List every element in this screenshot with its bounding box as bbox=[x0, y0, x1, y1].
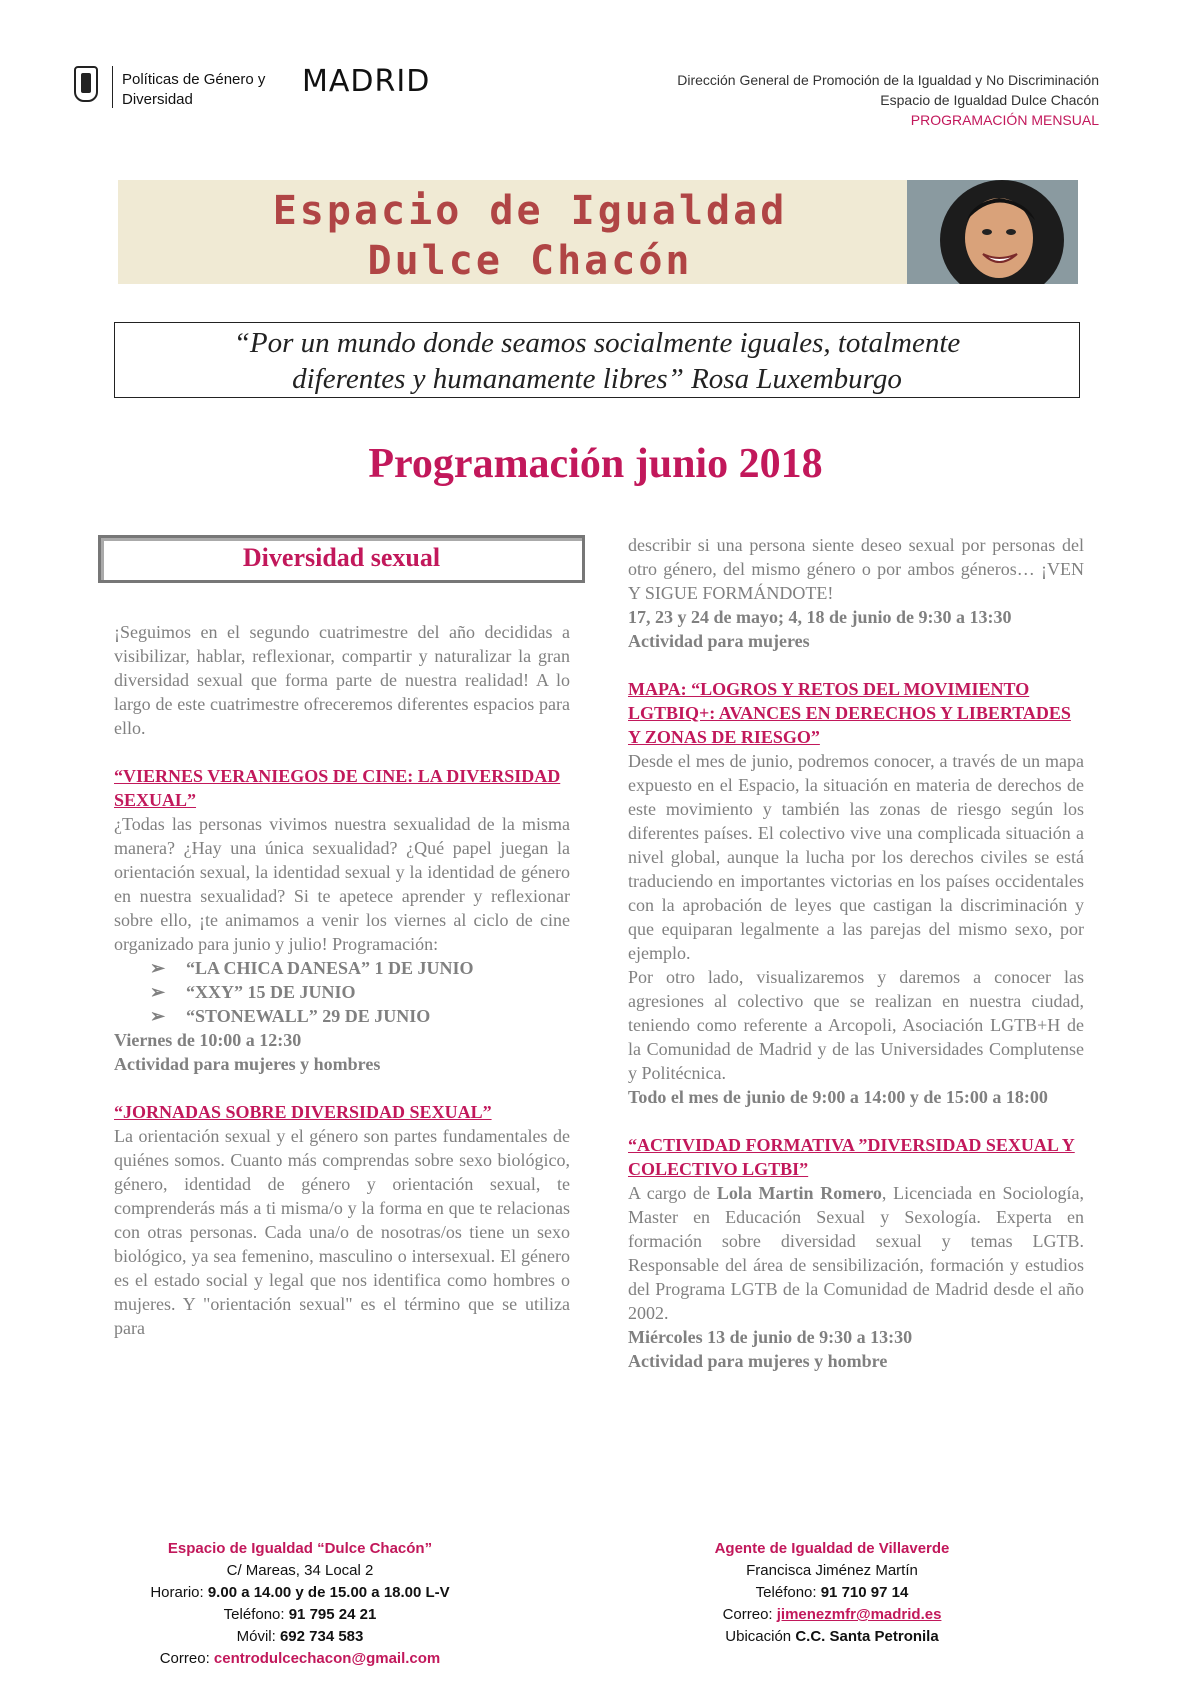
section-title: Diversidad sexual bbox=[98, 535, 585, 583]
footer-left bbox=[110, 1538, 490, 1670]
footer-right bbox=[672, 1538, 992, 1648]
arrow-bullet-icon: ➢ bbox=[150, 958, 166, 978]
film-item bbox=[150, 980, 570, 1004]
film-item bbox=[150, 1004, 570, 1028]
footer-left-hours bbox=[110, 1582, 490, 1604]
quote-line2: diferentes y humanamente libres” Rosa Luxemburgo bbox=[292, 363, 902, 395]
film-label: “LA CHICA DANESA” 1 DE JUNIO bbox=[186, 958, 474, 978]
cine-heading: “VIERNES VERANIEGOS DE CINE: LA DIVERSIDAD SEXUAL” bbox=[114, 766, 561, 810]
formativa-schedule: Miércoles 13 de junio de 9:30 a 13:30 bbox=[628, 1327, 913, 1347]
logo-text: Políticas de Género y Diversidad bbox=[122, 71, 266, 108]
mapa-heading: MAPA: “LOGROS Y RETOS DEL MOVIMIENTO LGTBIQ+: AVANCES EN DERECHOS Y LIBERTADES Y ZONAS DE RIESGO” bbox=[628, 679, 1071, 747]
mapa-text-2: Por otro lado, visualizaremos y daremos a conocer las agresiones al colectivo que se realizan en nuestra ciudad, teniendo como referente a Arcopoli, Asociación LGTB+H de la Comunidad de Madrid y de las Universidades Complutense y Politécnica. bbox=[628, 967, 1084, 1083]
formativa-body: , Licenciada en Sociología, Master en Educación Sexual y Sexología. Experta en formación sobre diversidad sexual y temas LGTB. Responsable del área de sensibilización, formación y estudios del Programa LGTB de la Comunidad de Madrid desde el año 2002. bbox=[628, 1183, 1084, 1323]
header-info bbox=[677, 70, 1099, 130]
phone-value: 91 795 24 21 bbox=[288, 1606, 377, 1623]
footer-left-address: C/ Mareas, 34 Local 2 bbox=[226, 1562, 374, 1579]
film-list bbox=[114, 956, 570, 1028]
header-program: PROGRAMACIÓN MENSUAL bbox=[910, 112, 1099, 128]
logo-divider bbox=[112, 66, 113, 108]
banner-title bbox=[140, 186, 920, 286]
phone-value: 91 710 97 14 bbox=[820, 1584, 909, 1601]
header-space: Espacio de Igualdad Dulce Chacón bbox=[880, 92, 1099, 108]
film-item bbox=[150, 956, 570, 980]
phone-label: Teléfono: bbox=[223, 1606, 289, 1623]
intro-paragraph: ¡Seguimos en el segundo cuatrimestre del año decididas a visibilizar, hablar, reflexionar, compartir y naturalizar la gran diversidad sexual que forma parte de nuestra realidad! A lo largo de este cuatrimestre ofreceremos diferentes espacios para ello. bbox=[114, 622, 570, 738]
hours-label: Horario: bbox=[150, 1584, 208, 1601]
phone-label: Teléfono: bbox=[755, 1584, 821, 1601]
jornadas-text: La orientación sexual y el género son partes fundamentales de quiénes somos. Cuanto más comprendas sobre sexo biológico, género, identidad de género y orientación sexual, te comprenderás más a ti misma/o y la forma en que te relacionas con otras personas. Cada una/o de nosotras/os tiene un sexo biológico, ya sea femenino, masculino o intersexual. El género es el estado social y legal que nos identifica como hombres o mujeres. Y "orientación sexual" es el término que se utiliza para bbox=[114, 1126, 570, 1338]
footer-left-phone bbox=[110, 1604, 490, 1626]
portrait-image bbox=[907, 180, 1078, 284]
email-label: Correo: bbox=[159, 1650, 214, 1667]
footer-left-email bbox=[110, 1648, 490, 1670]
formativa-audience: Actividad para mujeres y hombre bbox=[628, 1351, 888, 1371]
email-link[interactable]: centrodulcechacon@gmail.com bbox=[213, 1650, 441, 1667]
film-label: “XXY” 15 DE JUNIO bbox=[186, 982, 356, 1002]
quote-line1: “Por un mundo donde seamos socialmente iguales, totalmente bbox=[233, 327, 961, 359]
madrid-logo: MADRID bbox=[302, 64, 431, 99]
formativa-name: Lola Martin Romero bbox=[716, 1183, 882, 1203]
banner-title-line1: Espacio de Igualdad bbox=[272, 188, 788, 234]
footer-right-phone bbox=[672, 1582, 992, 1604]
email-label: Correo: bbox=[722, 1606, 777, 1623]
location-value: C.C. Santa Petronila bbox=[795, 1628, 939, 1645]
quote-box bbox=[114, 322, 1080, 398]
jornadas-audience: Actividad para mujeres bbox=[628, 631, 810, 651]
footer-left-mobile bbox=[110, 1626, 490, 1648]
mobile-value: 692 734 583 bbox=[279, 1628, 364, 1645]
page-title: Programación junio 2018 bbox=[368, 441, 823, 487]
footer-right-email bbox=[672, 1604, 992, 1626]
mapa-text-1: Desde el mes de junio, podremos conocer, a través de un mapa expuesto en el Espacio, la situación en materia de derechos de este movimiento y también las zonas de riesgo según los diferentes países. El colectivo vive una complicada situación a nivel global, aunque la lucha por los derechos civiles se está traduciendo en importantes victorias en los países occidentales con la aprobación de leyes que castigan la discriminación y que equiparan legalmente a las parejas del mismo sexo, por ejemplo. bbox=[628, 751, 1084, 963]
formativa-text bbox=[628, 1181, 1084, 1325]
jornadas-dates: 17, 23 y 24 de mayo; 4, 18 de junio de 9:30 a 13:30 bbox=[628, 607, 1012, 627]
email-link[interactable]: jimenezmfr@madrid.es bbox=[776, 1606, 942, 1623]
arrow-bullet-icon: ➢ bbox=[150, 982, 166, 1002]
left-column bbox=[114, 620, 570, 1340]
footer-right-location bbox=[672, 1626, 992, 1648]
mobile-label: Móvil: bbox=[236, 1628, 280, 1645]
cine-audience: Actividad para mujeres y hombres bbox=[114, 1054, 381, 1074]
right-column bbox=[628, 533, 1084, 1373]
formativa-prefix: A cargo de bbox=[628, 1183, 717, 1203]
cine-text: ¿Todas las personas vivimos nuestra sexualidad de la misma manera? ¿Hay una única sexualidad? ¿Qué papel juegan la orientación sexual, la identidad sexual y la identidad de género en nuestra sexualidad? Si te apetece aprender y reflexionar sobre ello, ¡te animamos a venir los viernes al ciclo de cine organizado para junio y julio! Programación: bbox=[114, 814, 570, 954]
arrow-bullet-icon: ➢ bbox=[150, 1006, 166, 1026]
jornadas-continued: describir si una persona siente deseo sexual por personas del otro género, del mismo género o por ambos géneros… ¡VEN Y SIGUE FORMÁNDOTE! bbox=[628, 535, 1084, 603]
mapa-schedule: Todo el mes de junio de 9:00 a 14:00 y de 15:00 a 18:00 bbox=[628, 1087, 1048, 1107]
cine-schedule: Viernes de 10:00 a 12:30 bbox=[114, 1030, 302, 1050]
location-label: Ubicación bbox=[725, 1628, 796, 1645]
hours-value: 9.00 a 14.00 y de 15.00 a 18.00 L-V bbox=[207, 1584, 450, 1601]
footer-right-person: Francisca Jiménez Martín bbox=[746, 1562, 918, 1579]
madrid-shield-icon bbox=[74, 66, 98, 102]
header-direction: Dirección General de Promoción de la Igualdad y No Discriminación bbox=[677, 72, 1099, 88]
film-label: “STONEWALL” 29 DE JUNIO bbox=[186, 1006, 431, 1026]
banner-title-line2: Dulce Chacón bbox=[367, 238, 693, 284]
footer-right-title: Agente de Igualdad de Villaverde bbox=[714, 1540, 950, 1557]
footer-left-name: Espacio de Igualdad “Dulce Chacón” bbox=[167, 1540, 433, 1557]
jornadas-heading: “JORNADAS SOBRE DIVERSIDAD SEXUAL” bbox=[114, 1102, 492, 1122]
formativa-heading: “ACTIVIDAD FORMATIVA ”DIVERSIDAD SEXUAL Y COLECTIVO LGTBI” bbox=[628, 1135, 1075, 1179]
